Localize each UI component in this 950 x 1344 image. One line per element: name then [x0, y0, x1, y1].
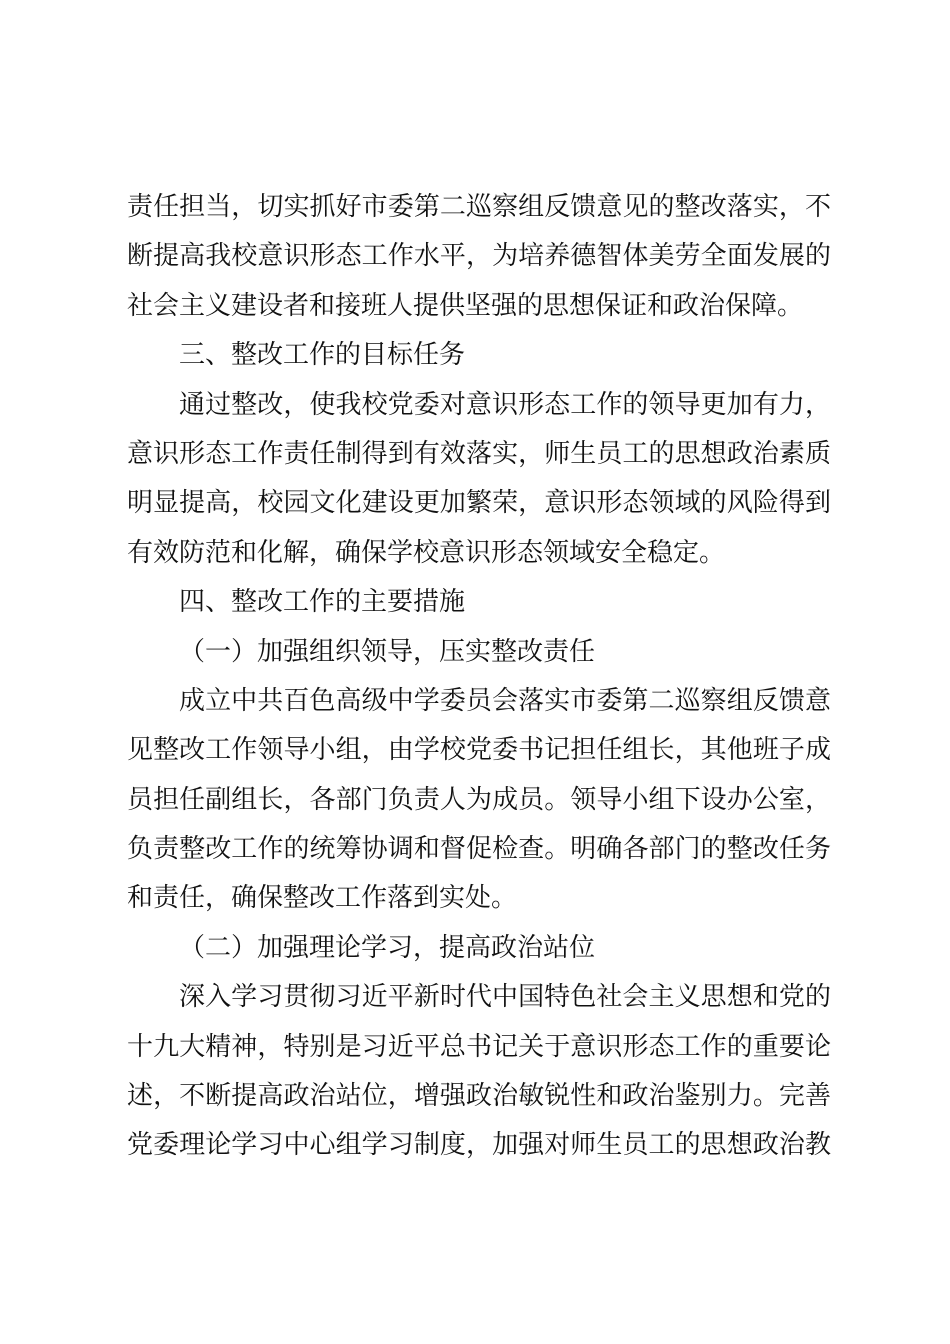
body-text-line: 有效防范和化解，确保学校意识形态领域安全稳定。 [127, 537, 726, 568]
body-text-line: 意识形态工作责任制得到有效落实，师生员工的思想政治素质 [127, 438, 831, 469]
body-text-line: 深入学习贯彻习近平新时代中国特色社会主义思想和党的 [179, 982, 831, 1013]
body-text-line: 明显提高，校园文化建设更加繁荣，意识形态领域的风险得到 [127, 488, 831, 519]
body-text-line: 见整改工作领导小组，由学校党委书记担任组长，其他班子成 [127, 735, 831, 766]
document-body [127, 183, 831, 1171]
section-heading: 三、整改工作的目标任务 [179, 340, 466, 371]
body-text-line: 负责整改工作的统筹协调和督促检查。明确各部门的整改任务 [127, 834, 831, 865]
body-text-line: 责任担当，切实抓好市委第二巡察组反馈意见的整改落实，不 [127, 192, 831, 222]
body-text-line: 通过整改，使我校党委对意识形态工作的领导更加有力， [179, 389, 831, 420]
body-text-line: 党委理论学习中心组学习制度，加强对师生员工的思想政治教 [127, 1130, 831, 1161]
body-text-line: 社会主义建设者和接班人提供坚强的思想保证和政治保障。 [127, 290, 804, 321]
body-text-line: 十九大精神，特别是习近平总书记关于意识形态工作的重要论 [127, 1031, 831, 1062]
subsection-heading: （二）加强理论学习，提高政治站位 [179, 932, 596, 963]
section-heading: 四、整改工作的主要措施 [179, 587, 466, 618]
body-text-line: 述，不断提高政治站位，增强政治敏锐性和政治鉴别力。完善 [127, 1081, 831, 1112]
body-text-line: 成立中共百色高级中学委员会落实市委第二巡察组反馈意 [179, 685, 831, 716]
body-text-line: 员担任副组长，各部门负责人为成员。领导小组下设办公室， [127, 784, 831, 815]
subsection-heading: （一）加强组织领导，压实整改责任 [179, 636, 596, 667]
body-text-line: 断提高我校意识形态工作水平，为培养德智体美劳全面发展的 [127, 241, 831, 272]
body-text-line: 和责任，确保整改工作落到实处。 [127, 883, 518, 914]
